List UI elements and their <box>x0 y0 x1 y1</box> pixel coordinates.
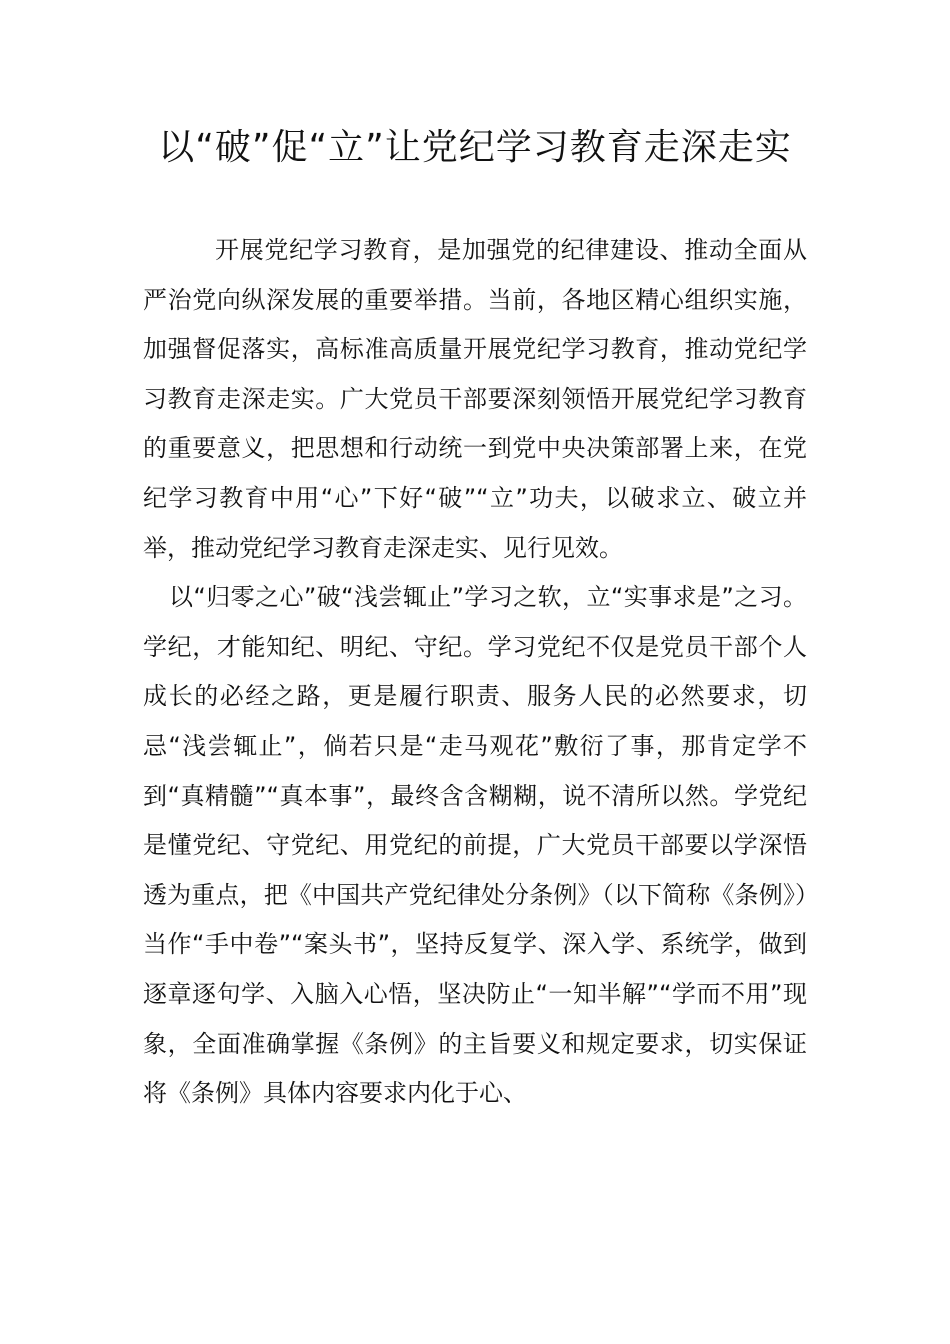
document-title: 以“破”促“立”让党纪学习教育走深走实 <box>158 127 792 168</box>
document-body <box>143 226 807 1119</box>
paragraph-intro: 开展党纪学习教育，是加强党的纪律建设、推动全面从严治党向纵深发展的重要举措。当前，各地区精心组织实施，加强督促落实，高标准高质量开展党纪学习教育，推动党纪学习教育走深走实。广大党员干部要深刻领悟开展党纪学习教育的重要意义，把思想和行动统一到党中央决策部署上来，在党纪学习教育中用“心”下好“破”“立”功夫，以破求立、破立并举，推动党纪学习教育走深走实、见行见效。 <box>143 236 807 562</box>
paragraph-section-one: 以“归零之心”破“浅尝辄止”学习之软，立“实事求是”之习。学纪，才能知纪、明纪、守纪。学习党纪不仅是党员干部个人成长的必经之路，更是履行职责、服务人民的必然要求，切忌“浅尝辄止”，倘若只是“走马观花”敷衍了事，那肯定学不到“真精髓”“真本事”，最终含含糊糊，说不清所以然。学党纪是懂党纪、守党纪、用党纪的前提，广大党员干部要以学深悟透为重点，把《中国共产党纪律处分条例》（以下简称《条例》）当作“手中卷”“案头书”，坚持反复学、深入学、系统学，做到逐章逐句学、入脑入心悟，坚决防止“一知半解”“学而不用”现象，全面准确掌握《条例》的主旨要义和规定要求，切实保证将《条例》具体内容要求内化于心、 <box>143 583 807 1108</box>
